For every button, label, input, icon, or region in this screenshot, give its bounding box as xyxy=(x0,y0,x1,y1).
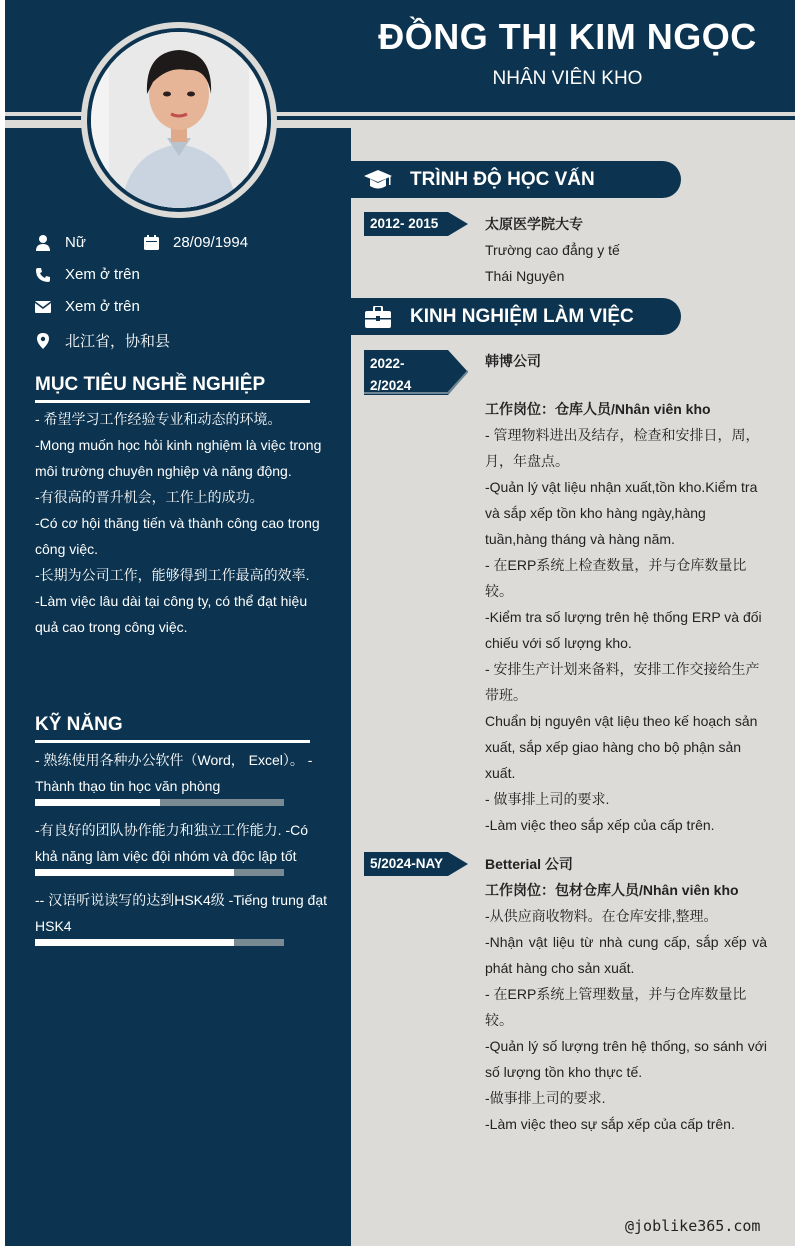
job-period: 5/2024-NAY xyxy=(370,856,444,871)
education-period-tag xyxy=(364,212,444,235)
job-period-tag xyxy=(364,852,449,875)
job-line: -Làm việc theo sự sắp xếp của cấp trên. xyxy=(485,1116,735,1132)
job-line: -Kiểm tra số lượng trên hệ thống ERP và đối chiếu với số lượng kho. xyxy=(485,609,762,651)
job-line: -Làm việc theo sắp xếp của cấp trên. xyxy=(485,817,715,833)
objective-line: -Có cơ hội thăng tiến và thành công cao trong công việc. xyxy=(35,515,320,557)
job-detail xyxy=(485,851,767,1137)
skill-item: - 熟练使用各种办公软件（Word， Excel）。 - Thành thạo tin học văn phòng xyxy=(35,752,313,794)
objective-line: -Mong muốn học hỏi kinh nghiệm là việc trong môi trường chuyên nghiệp và năng động. xyxy=(35,437,322,479)
skill-level-bar xyxy=(35,939,284,946)
contact-gender xyxy=(35,234,86,251)
education-heading: TRÌNH ĐỘ HỌC VẤN xyxy=(410,168,595,190)
skill-level-fill xyxy=(35,939,234,946)
calendar-icon xyxy=(143,235,159,251)
contact-phone xyxy=(35,266,140,283)
job-line: - 做事排上司的要求. xyxy=(485,791,610,807)
objective-line: - 希望学习工作经验专业和动态的环境。 xyxy=(35,411,282,427)
avatar xyxy=(91,32,267,208)
job-line: -做事排上司的要求. xyxy=(485,1090,606,1106)
job-line: Chuẩn bị nguyên vật liệu theo kế hoạch sản xuất, sắp xếp giao hàng cho bộ phận sản xuất. xyxy=(485,713,758,781)
briefcase-icon xyxy=(364,303,392,331)
skill-level-fill xyxy=(35,799,160,806)
education-detail xyxy=(485,211,767,289)
education-heading-band xyxy=(351,161,681,198)
education-line: Thái Nguyên xyxy=(485,268,565,284)
map-pin-icon xyxy=(35,333,51,349)
skill-level-bar xyxy=(35,799,284,806)
birthday-value: 28/09/1994 xyxy=(173,234,249,251)
objective-line: -长期为公司工作，能够得到工作最高的效率. xyxy=(35,567,310,583)
job-line: -Quản lý vật liệu nhận xuất,tồn kho.Kiểm tra và sắp xếp tồn kho hàng ngày,hàng tuần,hàng tháng và hàng năm. xyxy=(485,479,758,547)
email-value: Xem ở trên xyxy=(65,298,140,315)
job-company: 韩博公司 xyxy=(485,353,541,369)
skill-level-fill xyxy=(35,869,234,876)
objective-heading: MỤC TIÊU NGHỀ NGHIỆP xyxy=(35,374,310,403)
job-position: 工作岗位：仓库人员/Nhân viên kho xyxy=(485,401,711,417)
spacer xyxy=(485,374,767,396)
address-value: 北江省，协和县 xyxy=(65,333,171,350)
job-company: Betterial 公司 xyxy=(485,856,573,872)
left-sidebar xyxy=(5,128,351,1246)
job-period-end: 2/2024 xyxy=(370,378,412,393)
education-period: 2012- 2015 xyxy=(370,216,439,231)
contact-address xyxy=(35,330,170,351)
contact-birthday xyxy=(143,234,248,251)
candidate-role: NHÂN VIÊN KHO xyxy=(492,68,643,89)
skills-heading: KỸ NĂNG xyxy=(35,714,310,743)
experience-heading-band xyxy=(351,298,681,335)
job-period xyxy=(364,350,417,400)
graduation-cap-icon xyxy=(364,166,392,194)
job-detail xyxy=(485,348,767,838)
job-period-start: 2022- xyxy=(370,356,405,371)
job-position: 工作岗位：包材仓库人员/Nhân viên kho xyxy=(485,882,739,898)
job-line: -Quản lý số lượng trên hệ thống, so sánh với số lượng tồn kho thực tế. xyxy=(485,1038,767,1080)
avatar-photo-image xyxy=(91,32,267,208)
experience-heading: KINH NGHIỆM LÀM VIỆC xyxy=(410,305,634,327)
skill-item: -- 汉语听说读写的达到HSK4级 -Tiếng trung đạt HSK4 xyxy=(35,892,327,934)
user-icon xyxy=(35,235,51,251)
education-line: Trường cao đẳng y tế xyxy=(485,242,620,258)
watermark: @joblike365.com xyxy=(625,1217,761,1235)
job-line: -从供应商收物料。在仓库安排,整理。 xyxy=(485,908,718,924)
objective-text xyxy=(35,406,327,640)
education-school: 太原医学院大专 xyxy=(485,216,583,232)
candidate-name: ĐỒNG THỊ KIM NGỌC xyxy=(378,16,757,57)
objective-line: -有很高的晋升机会，工作上的成功。 xyxy=(35,489,264,505)
phone-value: Xem ở trên xyxy=(65,266,140,283)
resume-page xyxy=(5,0,795,1246)
gender-value: Nữ xyxy=(65,234,86,251)
skill-item: -有良好的团队协作能力和独立工作能力. -Có khả năng làm việc đội nhóm và độc lập tốt xyxy=(35,822,308,864)
job-period-tag xyxy=(364,350,417,400)
job-line: - 在ERP系统上管理数量，并与仓库数量比较。 xyxy=(485,986,747,1028)
phone-icon xyxy=(35,267,51,283)
envelope-icon xyxy=(35,299,51,315)
job-line: - 安排生产计划来备料，安排工作交接给生产带班。 xyxy=(485,661,760,703)
job-line: - 管理物料进出及结存，检查和安排日，周，月，年盘点。 xyxy=(485,427,760,469)
contact-email xyxy=(35,298,140,315)
objective-line: -Làm việc lâu dài tại công ty, có thể đạt hiệu quả cao trong công việc. xyxy=(35,593,308,635)
job-line: -Nhận vật liệu từ nhà cung cấp, sắp xếp và phát hàng cho sản xuất. xyxy=(485,934,767,976)
skill-level-bar xyxy=(35,869,284,876)
job-line: - 在ERP系统上检查数量，并与仓库数量比较。 xyxy=(485,557,747,599)
